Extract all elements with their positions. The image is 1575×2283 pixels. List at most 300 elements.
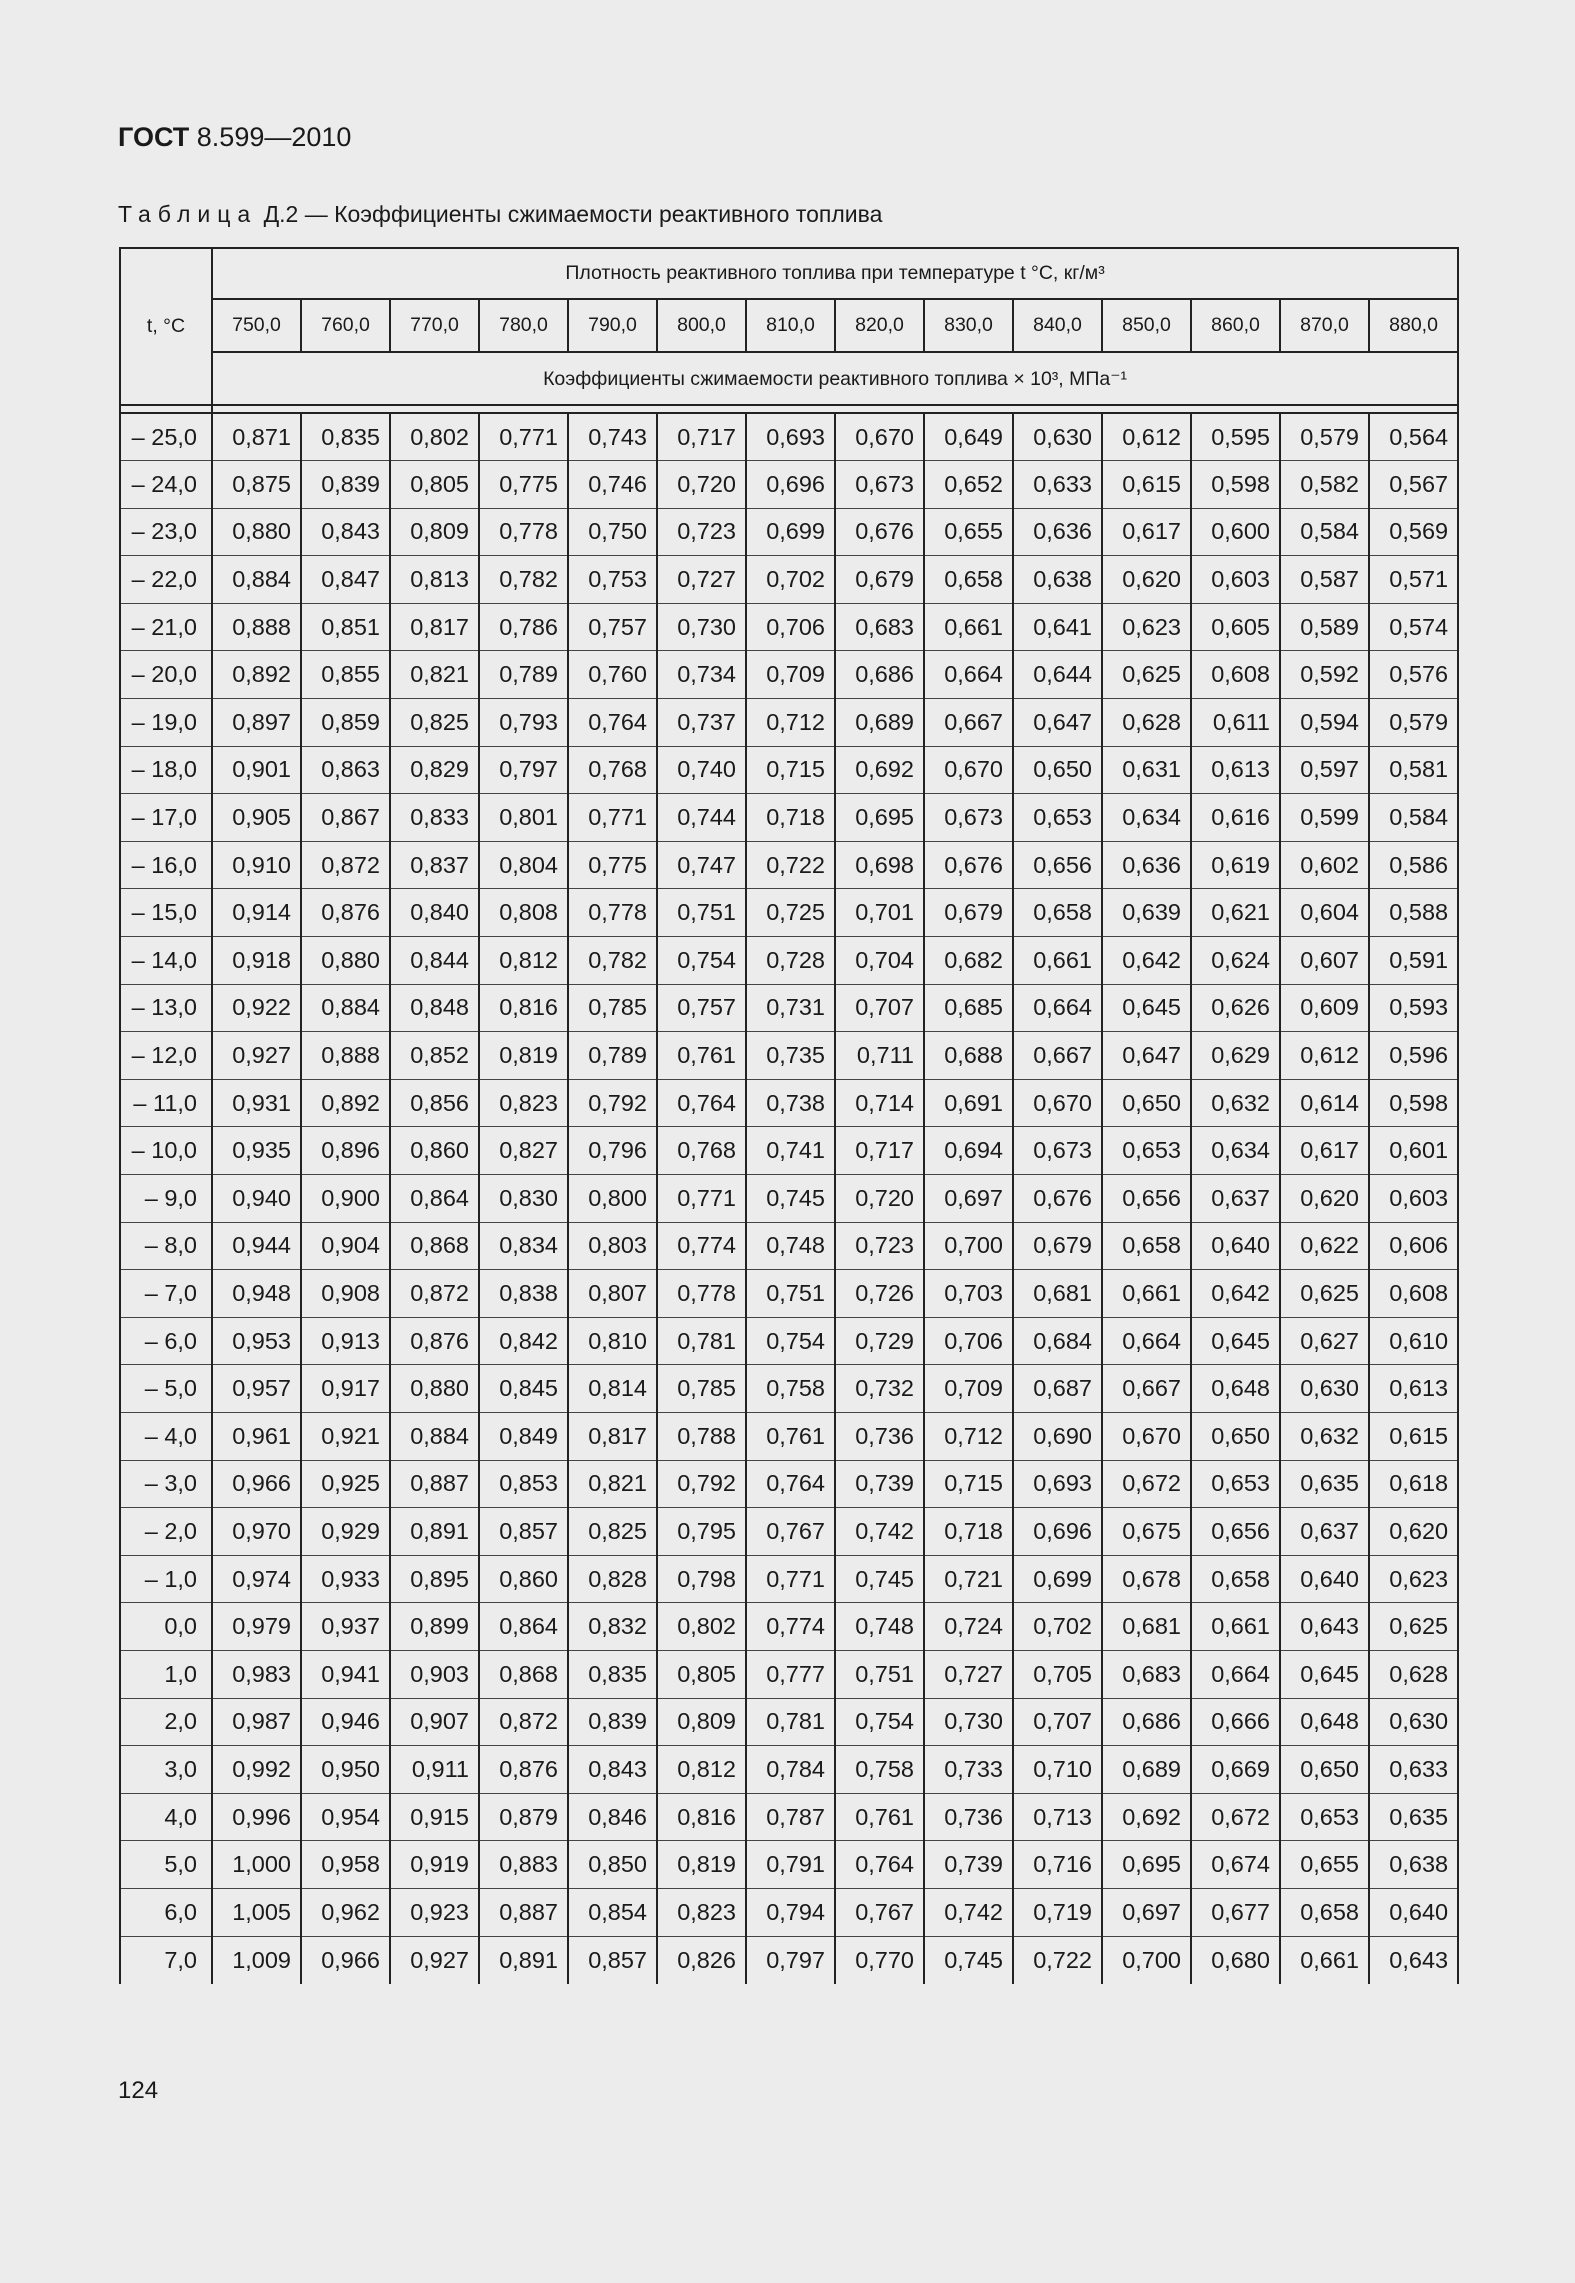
coefficient-cell: 0,925: [301, 1460, 390, 1508]
coefficient-cell: 0,917: [301, 1365, 390, 1413]
coefficient-cell: 0,739: [924, 1841, 1013, 1889]
coefficient-cell: 0,913: [301, 1317, 390, 1365]
coefficient-cell: 0,804: [479, 841, 568, 889]
coefficient-cell: 0,748: [835, 1603, 924, 1651]
coefficient-cell: 0,652: [924, 461, 1013, 509]
coefficient-cell: 0,797: [479, 746, 568, 794]
coefficient-cell: 0,825: [568, 1508, 657, 1556]
coefficient-cell: 0,667: [1102, 1365, 1191, 1413]
coefficient-cell: 0,817: [568, 1412, 657, 1460]
coefficient-cell: 0,722: [746, 841, 835, 889]
coefficient-cell: 0,625: [1369, 1603, 1458, 1651]
temperature-cell: – 22,0: [120, 556, 212, 604]
coefficient-cell: 0,887: [479, 1888, 568, 1936]
temperature-cell: – 4,0: [120, 1412, 212, 1460]
coefficient-cell: 0,718: [924, 1508, 1013, 1556]
temperature-cell: – 10,0: [120, 1127, 212, 1175]
coefficient-cell: 0,717: [657, 413, 746, 461]
coefficient-cell: 0,812: [479, 937, 568, 985]
coefficient-cell: 0,809: [390, 508, 479, 556]
coefficient-cell: 0,620: [1369, 1508, 1458, 1556]
coefficient-cell: 0,609: [1280, 984, 1369, 1032]
coefficient-cell: 0,777: [746, 1650, 835, 1698]
coefficient-cell: 0,897: [212, 699, 301, 747]
coefficient-cell: 0,714: [835, 1079, 924, 1127]
coefficient-cell: 0,842: [479, 1317, 568, 1365]
coefficient-cell: 0,754: [657, 937, 746, 985]
coefficient-cell: 0,697: [1102, 1888, 1191, 1936]
coefficient-cell: 0,588: [1369, 889, 1458, 937]
coefficient-cell: 0,625: [1280, 1270, 1369, 1318]
coefficient-cell: 0,801: [479, 794, 568, 842]
coefficient-cell: 0,722: [1013, 1936, 1102, 1984]
temperature-cell: – 6,0: [120, 1317, 212, 1365]
coefficient-cell: 0,802: [657, 1603, 746, 1651]
density-header: Плотность реактивного топлива при температуре t °C, кг/м³: [212, 248, 1458, 299]
coefficient-cell: 0,775: [568, 841, 657, 889]
coefficient-cell: 0,702: [746, 556, 835, 604]
coefficient-cell: 0,720: [657, 461, 746, 509]
coefficient-cell: 0,840: [390, 889, 479, 937]
coefficient-cell: 0,720: [835, 1175, 924, 1223]
coefficient-cell: 0,849: [479, 1412, 568, 1460]
coefficient-cell: 0,574: [1369, 603, 1458, 651]
coefficient-cell: 0,800: [568, 1175, 657, 1223]
coefficient-cell: 0,754: [746, 1317, 835, 1365]
density-value: 840,0: [1013, 299, 1102, 352]
coefficient-cell: 0,737: [657, 699, 746, 747]
coefficient-cell: 0,667: [924, 699, 1013, 747]
coefficient-cell: 0,744: [657, 794, 746, 842]
temperature-cell: – 15,0: [120, 889, 212, 937]
coefficient-cell: 0,701: [835, 889, 924, 937]
coefficient-cell: 0,601: [1369, 1127, 1458, 1175]
coefficient-cell: 0,653: [1191, 1460, 1280, 1508]
coefficient-cell: 0,730: [657, 603, 746, 651]
coefficient-cell: 0,727: [924, 1650, 1013, 1698]
coefficient-cell: 0,770: [835, 1936, 924, 1984]
coefficient-cell: 1,005: [212, 1888, 301, 1936]
coefficient-cell: 0,983: [212, 1650, 301, 1698]
coefficient-cell: 0,796: [568, 1127, 657, 1175]
coefficient-cell: 0,974: [212, 1555, 301, 1603]
coefficient-cell: 0,649: [924, 413, 1013, 461]
coefficient-cell: 0,823: [479, 1079, 568, 1127]
coefficient-cell: 0,931: [212, 1079, 301, 1127]
coefficient-cell: 0,656: [1102, 1175, 1191, 1223]
coefficient-cell: 0,726: [835, 1270, 924, 1318]
coefficient-cell: 0,700: [1102, 1936, 1191, 1984]
coefficient-cell: 0,868: [479, 1650, 568, 1698]
density-value: 810,0: [746, 299, 835, 352]
coefficient-cell: 0,750: [568, 508, 657, 556]
coefficient-cell: 0,628: [1102, 699, 1191, 747]
coefficient-cell: 0,689: [835, 699, 924, 747]
coefficient-cell: 0,864: [390, 1175, 479, 1223]
coefficient-cell: 0,785: [568, 984, 657, 1032]
coefficient-cell: 0,579: [1280, 413, 1369, 461]
coefficient-cell: 0,843: [301, 508, 390, 556]
coefficient-cell: 0,957: [212, 1365, 301, 1413]
table-row: [120, 508, 1458, 556]
coefficient-cell: 0,584: [1280, 508, 1369, 556]
coefficient-cell: 0,813: [390, 556, 479, 604]
coefficient-cell: 0,711: [835, 1032, 924, 1080]
table-row: [120, 556, 1458, 604]
coefficient-cell: 0,891: [390, 1508, 479, 1556]
coefficient-cell: 0,745: [835, 1555, 924, 1603]
coefficient-cell: 0,970: [212, 1508, 301, 1556]
coefficient-cell: 0,640: [1369, 1888, 1458, 1936]
coefficient-cell: 0,638: [1369, 1841, 1458, 1889]
coefficient-cell: 0,635: [1369, 1793, 1458, 1841]
coefficient-cell: 0,892: [301, 1079, 390, 1127]
coefficient-cell: 0,697: [924, 1175, 1013, 1223]
coefficient-cell: 0,699: [746, 508, 835, 556]
temperature-cell: 2,0: [120, 1698, 212, 1746]
coefficient-cell: 0,637: [1280, 1508, 1369, 1556]
table-row: [120, 1365, 1458, 1413]
coefficient-cell: 0,871: [212, 413, 301, 461]
coefficient-cell: 0,846: [568, 1793, 657, 1841]
coefficient-cell: 0,591: [1369, 937, 1458, 985]
coefficient-cell: 0,953: [212, 1317, 301, 1365]
coefficient-cell: 0,656: [1191, 1508, 1280, 1556]
coefficient-cell: 0,857: [479, 1508, 568, 1556]
coefficient-cell: 0,634: [1102, 794, 1191, 842]
compressibility-table: [119, 247, 1459, 1984]
coefficient-cell: 0,664: [924, 651, 1013, 699]
coefficient-cell: 0,620: [1102, 556, 1191, 604]
coefficient-cell: 0,669: [1191, 1746, 1280, 1794]
coefficient-cell: 0,605: [1191, 603, 1280, 651]
coefficient-cell: 0,642: [1102, 937, 1191, 985]
coefficient-cell: 0,789: [479, 651, 568, 699]
coefficient-cell: 0,921: [301, 1412, 390, 1460]
coefficient-cell: 0,715: [924, 1460, 1013, 1508]
coefficient-cell: 0,693: [1013, 1460, 1102, 1508]
coefficient-cell: 0,699: [1013, 1555, 1102, 1603]
coefficient-cell: 0,798: [657, 1555, 746, 1603]
coefficient-cell: 0,830: [479, 1175, 568, 1223]
coefficient-cell: 0,607: [1280, 937, 1369, 985]
coefficient-cell: 0,792: [657, 1460, 746, 1508]
coefficient-cell: 0,786: [479, 603, 568, 651]
coefficient-cell: 0,781: [746, 1698, 835, 1746]
coefficient-cell: 0,734: [657, 651, 746, 699]
coefficient-cell: 0,856: [390, 1079, 479, 1127]
coefficient-cell: 0,845: [479, 1365, 568, 1413]
coefficient-cell: 0,643: [1369, 1936, 1458, 1984]
coefficient-cell: 0,695: [1102, 1841, 1191, 1889]
coefficient-cell: 0,661: [1191, 1603, 1280, 1651]
density-value: 850,0: [1102, 299, 1191, 352]
coefficient-cell: 0,739: [835, 1460, 924, 1508]
coefficient-cell: 0,860: [390, 1127, 479, 1175]
coefficient-cell: 0,937: [301, 1603, 390, 1651]
table-row: [120, 937, 1458, 985]
density-value: 750,0: [212, 299, 301, 352]
coefficient-cell: 0,661: [924, 603, 1013, 651]
coefficient-cell: 0,658: [1013, 889, 1102, 937]
coefficient-cell: 0,911: [390, 1746, 479, 1794]
coefficient-cell: 0,736: [924, 1793, 1013, 1841]
coefficient-cell: 0,676: [835, 508, 924, 556]
coefficient-cell: 0,615: [1102, 461, 1191, 509]
coefficient-cell: 0,615: [1369, 1412, 1458, 1460]
coefficient-cell: 0,644: [1013, 651, 1102, 699]
density-value: 830,0: [924, 299, 1013, 352]
coefficient-cell: 0,674: [1191, 1841, 1280, 1889]
coefficient-cell: 0,628: [1369, 1650, 1458, 1698]
coefficient-cell: 0,681: [1102, 1603, 1191, 1651]
coefficient-cell: 0,754: [835, 1698, 924, 1746]
page-number: 124: [118, 2077, 159, 2104]
coefficient-cell: 0,888: [212, 603, 301, 651]
coefficient-cell: 0,636: [1102, 841, 1191, 889]
temperature-cell: – 12,0: [120, 1032, 212, 1080]
coefficient-cell: 0,658: [1280, 1888, 1369, 1936]
coefficient-cell: 0,751: [835, 1650, 924, 1698]
coefficient-cell: 0,835: [301, 413, 390, 461]
coefficient-cell: 0,608: [1191, 651, 1280, 699]
coefficient-cell: 0,687: [1013, 1365, 1102, 1413]
coefficient-cell: 0,751: [657, 889, 746, 937]
coefficient-cell: 0,666: [1191, 1698, 1280, 1746]
coefficient-cell: 0,592: [1280, 651, 1369, 699]
coefficient-cell: 0,596: [1369, 1032, 1458, 1080]
coefficient-cell: 0,695: [835, 794, 924, 842]
caption-text: Д.2 — Коэффициенты сжимаемости реактивного топлива: [257, 201, 883, 227]
coefficient-cell: 0,892: [212, 651, 301, 699]
coefficient-cell: 0,692: [1102, 1793, 1191, 1841]
coefficient-cell: 0,613: [1191, 746, 1280, 794]
coefficient-cell: 0,839: [301, 461, 390, 509]
coefficient-cell: 0,648: [1191, 1365, 1280, 1413]
table-row: [120, 1555, 1458, 1603]
coefficient-cell: 0,810: [568, 1317, 657, 1365]
coefficient-cell: 0,724: [924, 1603, 1013, 1651]
coefficient-cell: 0,895: [390, 1555, 479, 1603]
coefficient-cell: 0,709: [746, 651, 835, 699]
table-row: [120, 1936, 1458, 1984]
coefficient-cell: 0,639: [1102, 889, 1191, 937]
coefficient-cell: 0,623: [1102, 603, 1191, 651]
temperature-cell: 4,0: [120, 1793, 212, 1841]
temperature-cell: 3,0: [120, 1746, 212, 1794]
temperature-cell: – 1,0: [120, 1555, 212, 1603]
coefficient-cell: 0,793: [479, 699, 568, 747]
coefficient-cell: 0,908: [301, 1270, 390, 1318]
coefficient-cell: 0,933: [301, 1555, 390, 1603]
coefficient-cell: 0,579: [1369, 699, 1458, 747]
density-value: 800,0: [657, 299, 746, 352]
temperature-cell: 7,0: [120, 1936, 212, 1984]
coefficient-cell: 0,768: [657, 1127, 746, 1175]
coefficient-cell: 0,778: [657, 1270, 746, 1318]
temperature-header: t, °C: [120, 248, 212, 405]
coefficient-cell: 0,948: [212, 1270, 301, 1318]
coefficient-cell: 0,670: [924, 746, 1013, 794]
coefficient-cell: 0,610: [1369, 1317, 1458, 1365]
coefficient-cell: 0,679: [924, 889, 1013, 937]
coefficient-cell: 0,787: [746, 1793, 835, 1841]
coefficient-cell: 0,564: [1369, 413, 1458, 461]
coefficient-cell: 0,702: [1013, 1603, 1102, 1651]
coefficient-cell: 0,598: [1191, 461, 1280, 509]
coefficient-cell: 0,691: [924, 1079, 1013, 1127]
table-row: [120, 461, 1458, 509]
coefficient-cell: 0,821: [390, 651, 479, 699]
coefficient-cell: 0,745: [924, 1936, 1013, 1984]
coefficient-cell: 0,828: [568, 1555, 657, 1603]
coefficient-cell: 0,617: [1280, 1127, 1369, 1175]
coefficient-cell: 0,729: [835, 1317, 924, 1365]
coefficient-cell: 0,584: [1369, 794, 1458, 842]
coefficient-cell: 0,593: [1369, 984, 1458, 1032]
coefficient-cell: 0,919: [390, 1841, 479, 1889]
coefficient-cell: 0,602: [1280, 841, 1369, 889]
coefficient-cell: 0,640: [1191, 1222, 1280, 1270]
coefficient-cell: 0,844: [390, 937, 479, 985]
coefficient-cell: 0,778: [479, 508, 568, 556]
coefficient-cell: 0,843: [568, 1746, 657, 1794]
coefficient-cell: 0,599: [1280, 794, 1369, 842]
coefficient-cell: 0,774: [746, 1603, 835, 1651]
coefficient-cell: 0,855: [301, 651, 390, 699]
coefficient-cell: 0,880: [212, 508, 301, 556]
temperature-cell: 5,0: [120, 1841, 212, 1889]
table-row: [120, 1746, 1458, 1794]
coefficient-cell: 0,670: [1102, 1412, 1191, 1460]
coefficient-cell: 0,640: [1280, 1555, 1369, 1603]
coefficient-cell: 0,693: [746, 413, 835, 461]
coefficient-cell: 0,922: [212, 984, 301, 1032]
coefficient-cell: 0,802: [390, 413, 479, 461]
table-row: [120, 1793, 1458, 1841]
coefficient-cell: 0,927: [212, 1032, 301, 1080]
coefficient-cell: 0,884: [301, 984, 390, 1032]
coefficient-cell: 0,705: [1013, 1650, 1102, 1698]
coefficient-cell: 0,812: [657, 1746, 746, 1794]
coefficient-cell: 0,706: [924, 1317, 1013, 1365]
table-row: [120, 984, 1458, 1032]
coefficient-cell: 0,736: [835, 1412, 924, 1460]
coefficient-cell: 0,761: [746, 1412, 835, 1460]
coefficient-cell: 0,650: [1013, 746, 1102, 794]
coefficient-cell: 0,679: [835, 556, 924, 604]
coefficient-cell: 0,626: [1191, 984, 1280, 1032]
coefficient-cell: 0,600: [1191, 508, 1280, 556]
coefficient-cell: 0,594: [1280, 699, 1369, 747]
density-value: 870,0: [1280, 299, 1369, 352]
coefficient-cell: 0,740: [657, 746, 746, 794]
coefficient-cell: 0,670: [835, 413, 924, 461]
coefficient-cell: 0,771: [479, 413, 568, 461]
coefficient-cell: 0,735: [746, 1032, 835, 1080]
coefficient-cell: 0,950: [301, 1746, 390, 1794]
coefficient-cell: 0,613: [1369, 1365, 1458, 1413]
coefficient-cell: 0,732: [835, 1365, 924, 1413]
coefficient-cell: 0,764: [568, 699, 657, 747]
coefficient-cell: 0,632: [1280, 1412, 1369, 1460]
coefficient-cell: 0,719: [1013, 1888, 1102, 1936]
coefficient-cell: 0,633: [1369, 1746, 1458, 1794]
coefficient-cell: 0,680: [1191, 1936, 1280, 1984]
coefficient-cell: 0,837: [390, 841, 479, 889]
coefficient-cell: 0,632: [1191, 1079, 1280, 1127]
table-row: [120, 1888, 1458, 1936]
coefficient-cell: 0,586: [1369, 841, 1458, 889]
coefficient-header: Коэффициенты сжимаемости реактивного топлива × 10³, МПа⁻¹: [212, 352, 1458, 405]
coefficient-cell: 0,661: [1102, 1270, 1191, 1318]
coefficient-cell: 0,703: [924, 1270, 1013, 1318]
coefficient-cell: 0,725: [746, 889, 835, 937]
coefficient-cell: 0,782: [568, 937, 657, 985]
coefficient-cell: 0,880: [390, 1365, 479, 1413]
coefficient-cell: 0,658: [1102, 1222, 1191, 1270]
coefficient-cell: 0,587: [1280, 556, 1369, 604]
coefficient-cell: 0,741: [746, 1127, 835, 1175]
coefficient-cell: 0,827: [479, 1127, 568, 1175]
coefficient-cell: 0,803: [568, 1222, 657, 1270]
coefficient-cell: 1,009: [212, 1936, 301, 1984]
coefficient-cell: 0,664: [1102, 1317, 1191, 1365]
coefficient-cell: 0,876: [479, 1746, 568, 1794]
coefficient-cell: 0,850: [568, 1841, 657, 1889]
table-row: [120, 651, 1458, 699]
table-row: [120, 794, 1458, 842]
coefficient-cell: 0,664: [1191, 1650, 1280, 1698]
coefficient-cell: 0,829: [390, 746, 479, 794]
coefficient-cell: 0,608: [1369, 1270, 1458, 1318]
coefficient-cell: 0,589: [1280, 603, 1369, 651]
coefficient-cell: 0,863: [301, 746, 390, 794]
temperature-cell: – 23,0: [120, 508, 212, 556]
density-value: 770,0: [390, 299, 479, 352]
table-row: [120, 1412, 1458, 1460]
coefficient-cell: 0,867: [301, 794, 390, 842]
coefficient-cell: 0,757: [657, 984, 746, 1032]
coefficient-cell: 0,612: [1280, 1032, 1369, 1080]
coefficient-cell: 0,792: [568, 1079, 657, 1127]
coefficient-cell: 0,794: [746, 1888, 835, 1936]
coefficient-cell: 0,797: [746, 1936, 835, 1984]
coefficient-cell: 0,987: [212, 1698, 301, 1746]
coefficient-cell: 0,704: [835, 937, 924, 985]
coefficient-cell: 0,677: [1191, 1888, 1280, 1936]
coefficient-cell: 0,694: [924, 1127, 1013, 1175]
coefficient-cell: 0,686: [1102, 1698, 1191, 1746]
table-row: [120, 603, 1458, 651]
coefficient-cell: 0,612: [1102, 413, 1191, 461]
coefficient-cell: 0,650: [1102, 1079, 1191, 1127]
table-row: [120, 1222, 1458, 1270]
coefficient-cell: 0,667: [1013, 1032, 1102, 1080]
coefficient-cell: 0,884: [212, 556, 301, 604]
temperature-cell: – 24,0: [120, 461, 212, 509]
table-row: [120, 1317, 1458, 1365]
coefficient-cell: 0,696: [746, 461, 835, 509]
coefficient-cell: 0,723: [835, 1222, 924, 1270]
coefficient-cell: 0,884: [390, 1412, 479, 1460]
coefficient-cell: 0,576: [1369, 651, 1458, 699]
coefficient-cell: 0,946: [301, 1698, 390, 1746]
coefficient-cell: 0,698: [835, 841, 924, 889]
coefficient-cell: 0,996: [212, 1793, 301, 1841]
coefficient-cell: 0,627: [1280, 1317, 1369, 1365]
coefficient-cell: 0,743: [568, 413, 657, 461]
